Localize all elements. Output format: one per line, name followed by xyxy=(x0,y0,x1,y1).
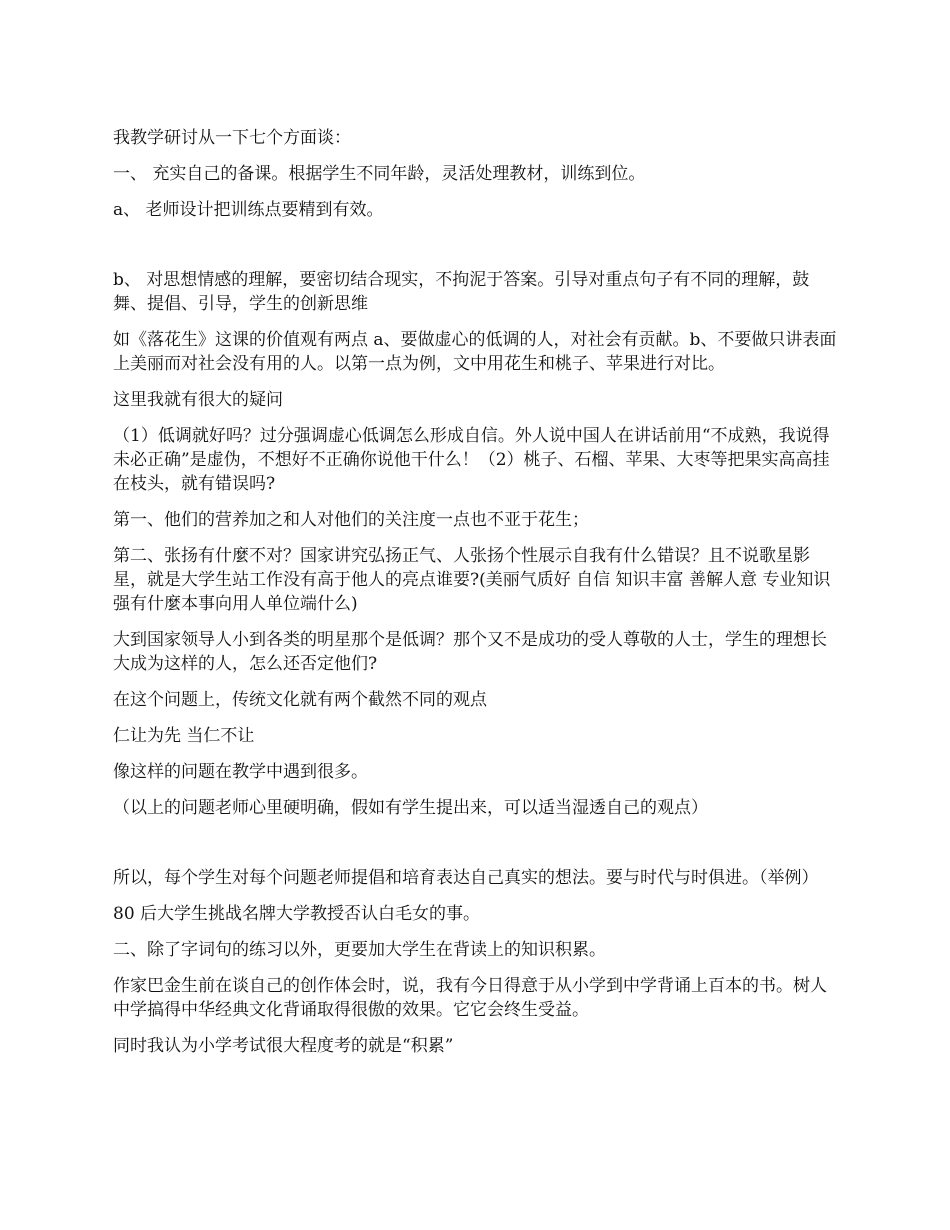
proverb-paragraph: 仁让为先 当仁不让 xyxy=(113,726,255,746)
questions-paragraph: （1）低调就好吗？过分强调虚心低调怎么形成自信。外人说中国人在讲话前用“不成熟，我说得未必正确”是虚伪，不想好不正确你说他干什么！（2）桃子、石榴、苹果、大枣等把果实高高挂在枝头，就有错误吗? xyxy=(113,426,830,494)
tradition-paragraph: 在这个问题上，传统文化就有两个截然不同的观点 xyxy=(113,690,487,710)
point-a-paragraph: a、 老师设计把训练点要精到有效。 xyxy=(113,200,384,220)
point-b-paragraph: b、 对思想情感的理解，要密切结合现实，不拘泥于答案。引导对重点句子有不同的理解，鼓舞、提倡、引导，学生的创新思维 xyxy=(113,270,810,314)
document-body xyxy=(113,126,843,1070)
example-80s-paragraph: 80 后大学生挑战名牌大学教授否认白毛女的事。 xyxy=(113,904,481,924)
intro-paragraph: 我教学研讨从一下七个方面谈： xyxy=(113,128,351,148)
teaching-issues-paragraph: 像这样的问题在教学中遇到很多。 xyxy=(113,762,368,782)
section-one-heading: 一、 充实自己的备课。根据学生不同年龄，灵活处理教材，训练到位。 xyxy=(113,164,646,184)
ba-jin-paragraph: 作家巴金生前在谈自己的创作体会时，说，我有今日得意于从小学到中学背诵上百本的书。树人中学搞得中华经典文化背诵取得很傲的效果。它它会终生受益。 xyxy=(113,976,827,1020)
question-intro-paragraph: 这里我就有很大的疑问 xyxy=(113,390,283,410)
section-two-heading: 二、除了字词句的练习以外，更要加大学生在背读上的知识积累。 xyxy=(113,940,606,960)
example-paragraph: 如《落花生》这课的价值观有两点 a、要做虚心的低调的人，对社会有贡献。b、不要做只讲表面上美丽而对社会没有用的人。以第一点为例，文中用花生和桃子、苹果进行对比。 xyxy=(113,330,837,374)
accumulation-paragraph: 同时我认为小学考试很大程度考的就是“积累” xyxy=(113,1036,454,1056)
first-point-paragraph: 第一、他们的营养加之和人对他们的关注度一点也不亚于花生； xyxy=(113,510,589,530)
teacher-note-paragraph: （以上的问题老师心里硬明确，假如有学生提出来，可以适当湿透自己的观点） xyxy=(113,798,708,818)
leaders-paragraph: 大到国家领导人小到各类的明星那个是低调？那个又不是成功的受人尊敬的人士，学生的理想长大成为这样的人，怎么还否定他们? xyxy=(113,630,827,674)
conclusion-paragraph: 所以，每个学生对每个问题老师提倡和培育表达自己真实的想法。要与时代与时俱进。（举例） xyxy=(113,868,819,888)
second-point-paragraph: 第二、张扬有什麼不对？国家讲究弘扬正气、人张扬个性展示自我有什么错误？且不说歌星影星，就是大学生站工作没有高于他人的亮点谁要?(美丽气质好 自信 知识丰富 善解人意 专业知识强有什麼本事向用人单位端什么) xyxy=(113,546,831,614)
